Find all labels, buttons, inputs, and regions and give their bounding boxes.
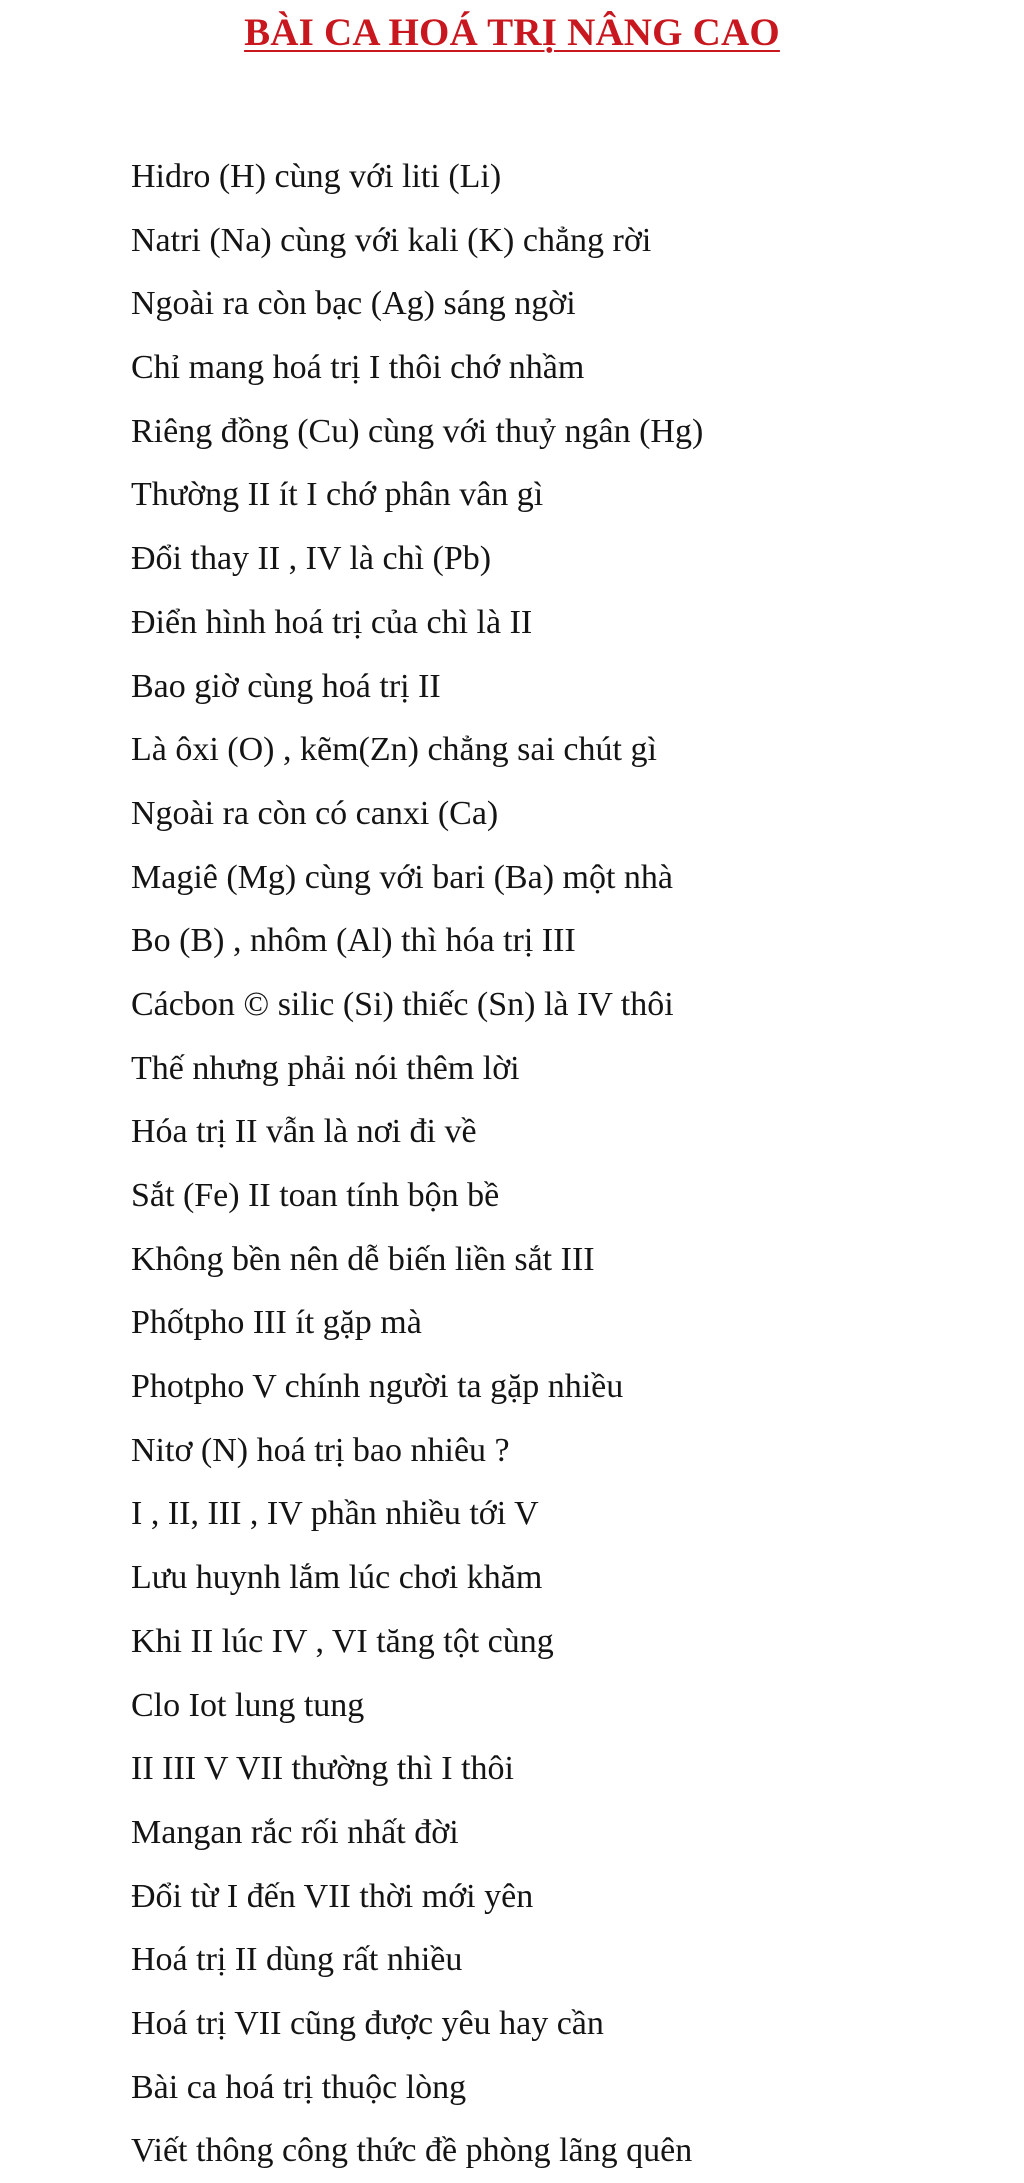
poem-line: Sắt (Fe) II toan tính bộn bề bbox=[131, 1177, 500, 1214]
poem-line: Lưu huynh lắm lúc chơi khăm bbox=[131, 1559, 543, 1597]
poem-line: Cácbon © silic (Si) thiếc (Sn) là IV thôi bbox=[131, 985, 674, 1023]
poem-line: Bao giờ cùng hoá trị II bbox=[131, 667, 441, 705]
poem-line: Riêng đồng (Cu) cùng với thuỷ ngân (Hg) bbox=[131, 412, 704, 450]
poem-line: Mangan rắc rối nhất đời bbox=[131, 1813, 459, 1851]
poem-line: Hidro (H) cùng với liti (Li) bbox=[131, 158, 502, 195]
page-title: BÀI CA HOÁ TRỊ NÂNG CAO bbox=[244, 11, 780, 54]
poem-line: Nitơ (N) hoá trị bao nhiêu ? bbox=[131, 1431, 510, 1469]
poem-line: Hoá trị II dùng rất nhiều bbox=[131, 1941, 463, 1979]
poem-line: Bài ca hoá trị thuộc lòng bbox=[131, 2068, 467, 2106]
poem-line: Photpho V chính người ta gặp nhiều bbox=[131, 1368, 624, 1406]
poem-line: Là ôxi (O) , kẽm(Zn) chẳng sai chút gì bbox=[131, 731, 657, 769]
poem-line: Điển hình hoá trị của chì là II bbox=[131, 603, 533, 641]
poem-line: Viết thông công thức đề phòng lãng quên bbox=[131, 2132, 693, 2170]
poem-line: II III V VII thường thì I thôi bbox=[131, 1750, 514, 1788]
poem-line: Đổi từ I đến VII thời mới yên bbox=[131, 1877, 534, 1915]
poem-line: Ngoài ra còn có canxi (Ca) bbox=[131, 794, 499, 832]
poem-line: Khi II lúc IV , VI tăng tột cùng bbox=[131, 1622, 554, 1660]
poem-line: Hóa trị II vẫn là nơi đi về bbox=[131, 1113, 477, 1151]
poem-line: Magiê (Mg) cùng với bari (Ba) một nhà bbox=[131, 858, 674, 896]
poem-line: Không bền nên dễ biến liền sắt III bbox=[131, 1240, 595, 1278]
poem-line: Chỉ mang hoá trị I thôi chớ nhầm bbox=[131, 349, 585, 387]
poem-line: Thường II ít I chớ phân vân gì bbox=[131, 476, 544, 514]
poem-line: Phốtpho III ít gặp mà bbox=[131, 1304, 422, 1342]
poem-lines bbox=[131, 145, 703, 2183]
poem-line: Natri (Na) cùng với kali (K) chẳng rời bbox=[131, 221, 652, 259]
poem-line: Bo (B) , nhôm (Al) thì hóa trị III bbox=[131, 922, 576, 960]
poem-line: Thế nhưng phải nói thêm lời bbox=[131, 1049, 520, 1087]
poem-line: Clo Iot lung tung bbox=[131, 1686, 365, 1724]
poem-line: Đổi thay II , IV là chì (Pb) bbox=[131, 540, 492, 578]
poem-line: Ngoài ra còn bạc (Ag) sáng ngời bbox=[131, 285, 576, 323]
poem-line: I , II, III , IV phần nhiều tới V bbox=[131, 1495, 539, 1533]
poem-line: Hoá trị VII cũng được yêu hay cần bbox=[131, 2004, 604, 2042]
